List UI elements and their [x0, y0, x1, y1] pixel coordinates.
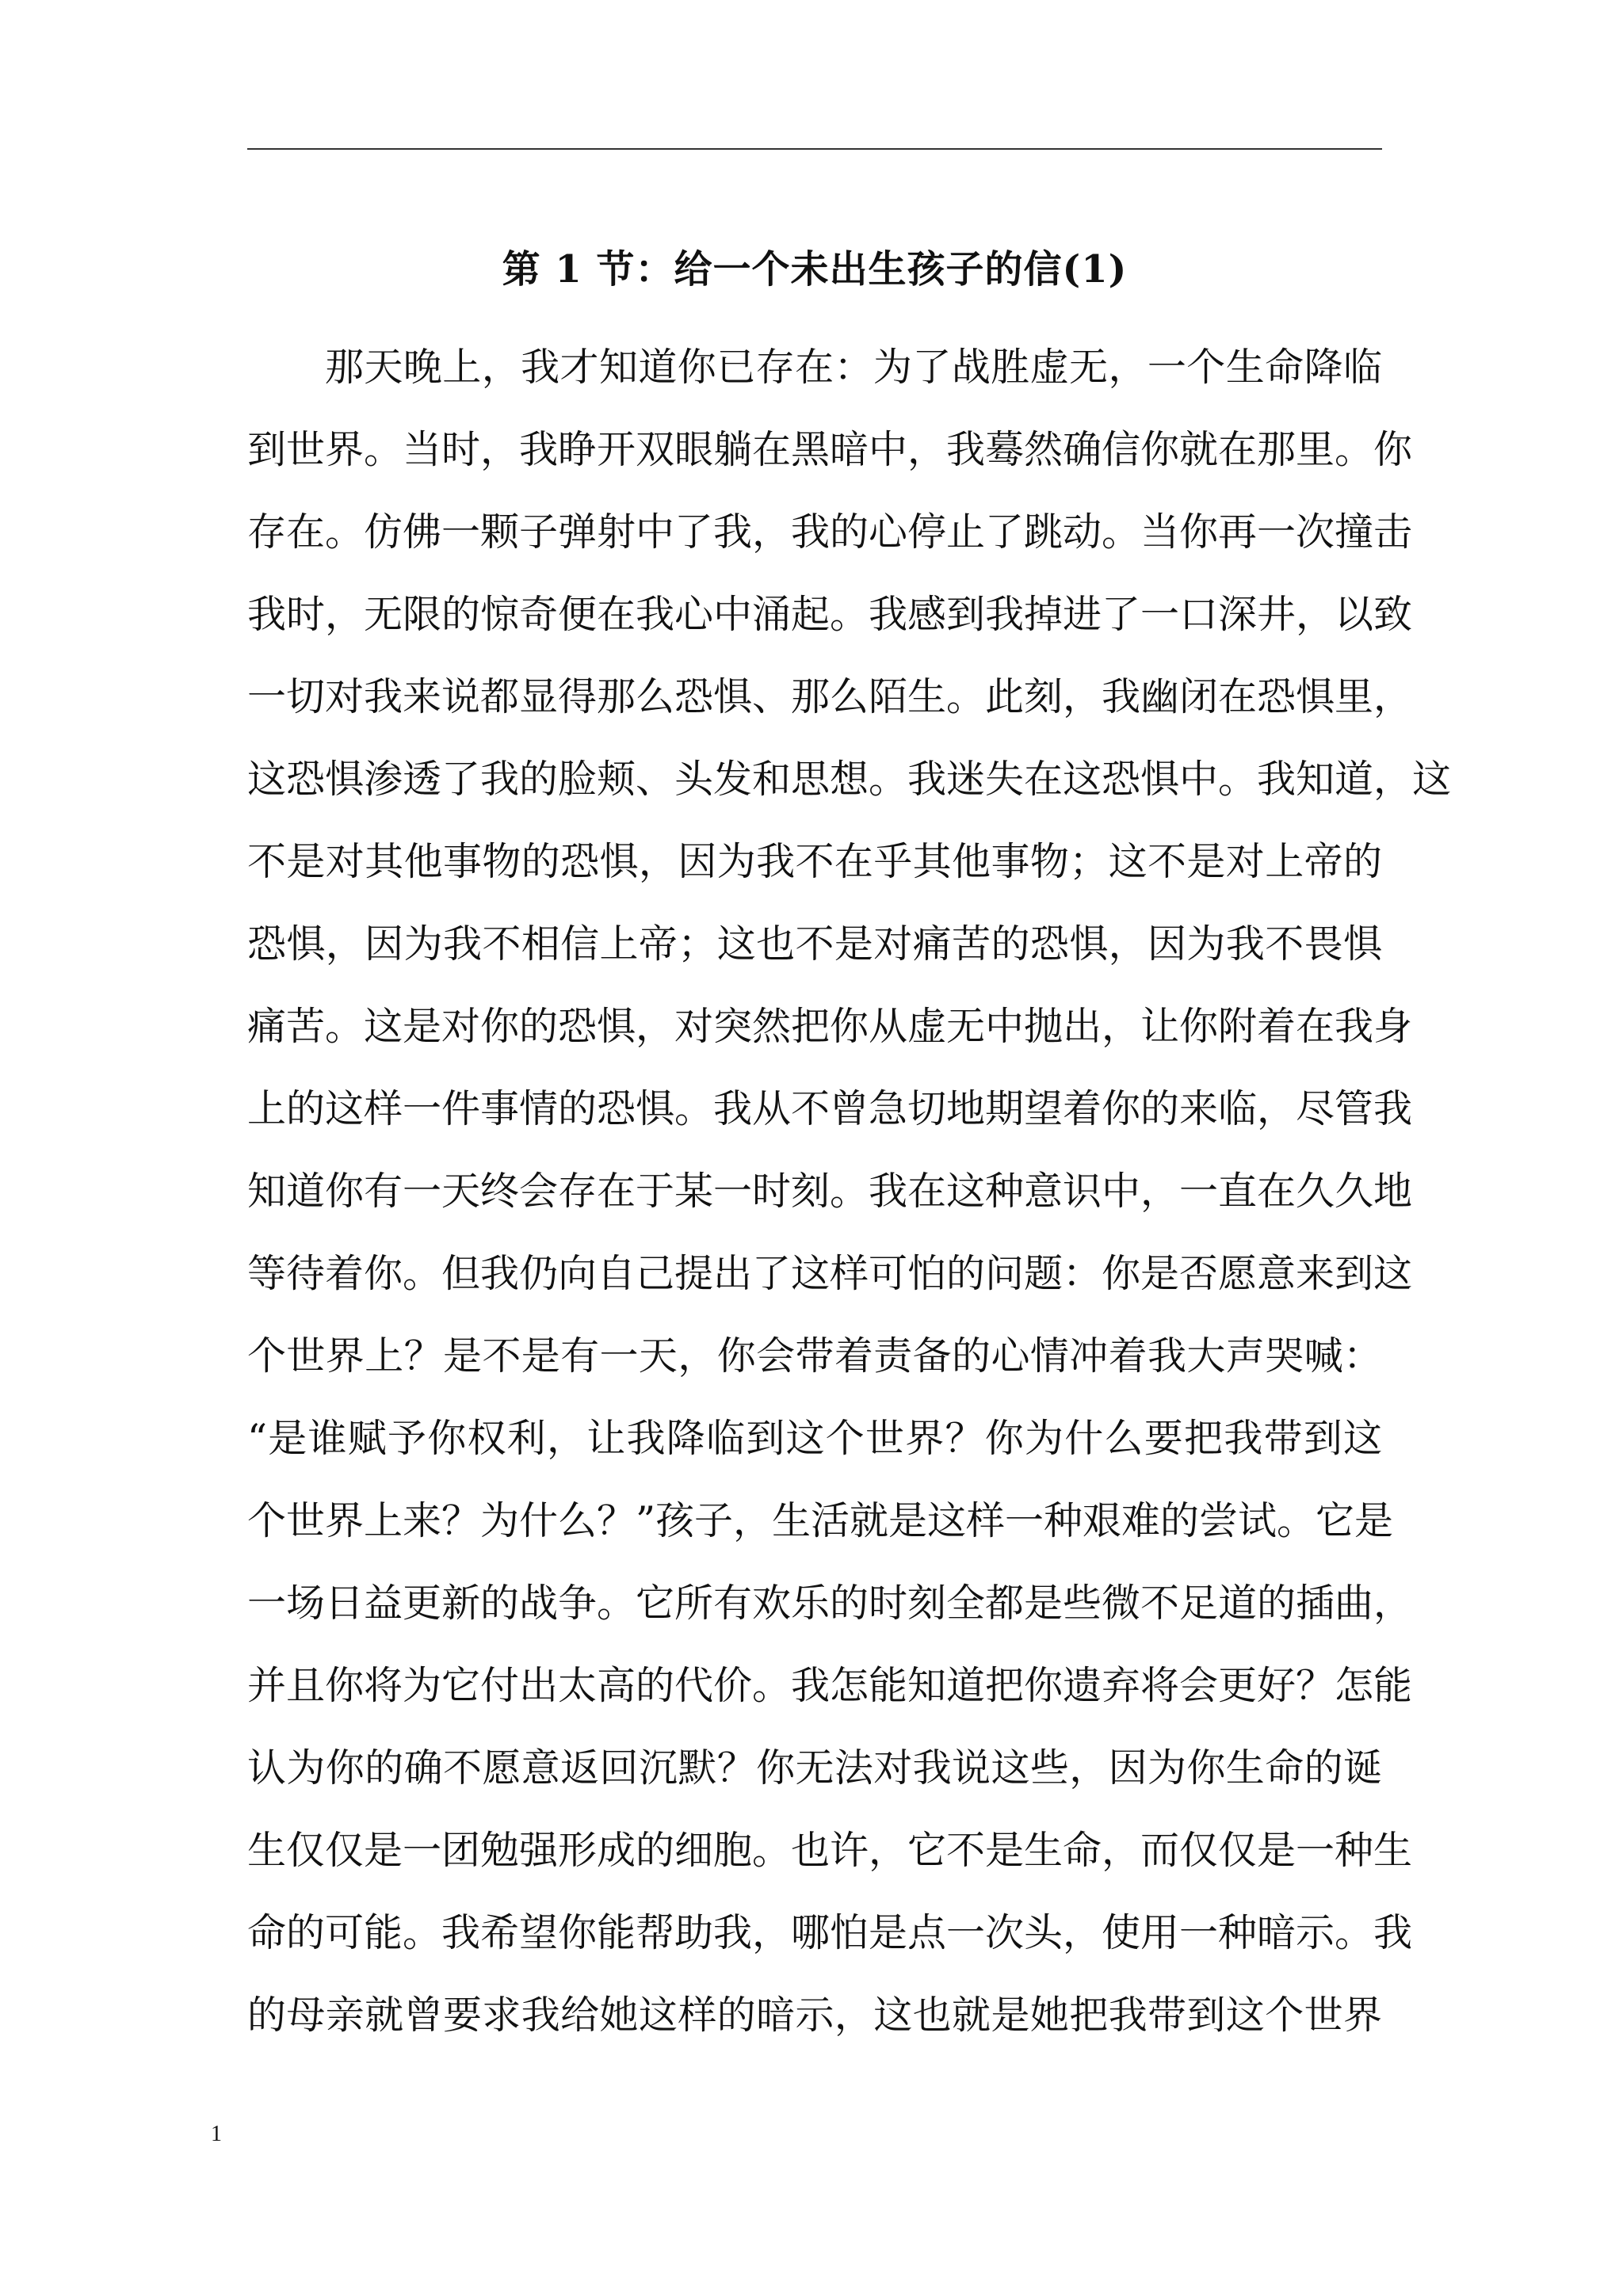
body-line-1: 那天晚上，我才知道你已存在：为了战胜虚无，一个生命降临 — [325, 345, 1382, 390]
body-line-16: 一场日益更新的战争。它所有欢乐的时刻全都是些微不足道的插曲， — [247, 1581, 1413, 1626]
body-line-8: 恐惧，因为我不相信上帝；这也不是对痛苦的恐惧，因为我不畏惧 — [247, 921, 1382, 967]
header-rule — [247, 148, 1382, 150]
body-line-14: “是谁赋予你权利，让我降临到这个世界？你为什么要把我带到这 — [247, 1416, 1382, 1461]
body-line-7: 不是对其他事物的恐惧，因为我不在乎其他事物；这不是对上帝的 — [247, 839, 1382, 884]
body-line-21: 的母亲就曾要求我给她这样的暗示，这也就是她把我带到这个世界 — [247, 1993, 1382, 2038]
body-line-18: 认为你的确不愿意返回沉默？你无法对我说这些，因为你生命的诞 — [247, 1745, 1382, 1791]
body-line-2: 到世界。当时，我睁开双眼躺在黑暗中，我蓦然确信你就在那里。你 — [247, 427, 1413, 472]
body-line-3: 存在。仿佛一颗子弹射中了我，我的心停止了跳动。当你再一次撞击 — [247, 509, 1413, 555]
body-line-15: 个世界上来？为什么？”孩子，生活就是这样一种艰难的尝试。它是 — [247, 1498, 1394, 1543]
body-line-19: 生仅仅是一团勉强形成的细胞。也许，它不是生命，而仅仅是一种生 — [247, 1828, 1413, 1873]
page-number: 1 — [211, 2122, 222, 2146]
body-line-10: 上的这样一件事情的恐惧。我从不曾急切地期望着你的来临，尽管我 — [247, 1086, 1413, 1131]
body-text — [247, 326, 1452, 2057]
body-line-4: 我时，无限的惊奇便在我心中涌起。我感到我掉进了一口深井，以致 — [247, 592, 1413, 637]
chapter-title: 第 1 节：给一个未出生孩子的信(1) — [502, 247, 1128, 292]
body-line-5: 一切对我来说都显得那么恐惧、那么陌生。此刻，我幽闭在恐惧里， — [247, 674, 1413, 719]
body-line-13: 个世界上？是不是有一天，你会带着责备的心情冲着我大声哭喊： — [247, 1333, 1382, 1379]
body-line-9: 痛苦。这是对你的恐惧，对突然把你从虚无中抛出，让你附着在我身 — [247, 1004, 1413, 1049]
body-line-17: 并且你将为它付出太高的代价。我怎能知道把你遗弃将会更好？怎能 — [247, 1663, 1413, 1708]
body-line-20: 命的可能。我希望你能帮助我，哪怕是点一次头，使用一种暗示。我 — [247, 1910, 1413, 1955]
body-line-12: 等待着你。但我仍向自己提出了这样可怕的问题：你是否愿意来到这 — [247, 1251, 1413, 1296]
body-line-11: 知道你有一天终会存在于某一时刻。我在这种意识中，一直在久久地 — [247, 1169, 1413, 1214]
body-line-6: 这恐惧渗透了我的脸颊、头发和思想。我迷失在这恐惧中。我知道，这 — [247, 757, 1452, 802]
